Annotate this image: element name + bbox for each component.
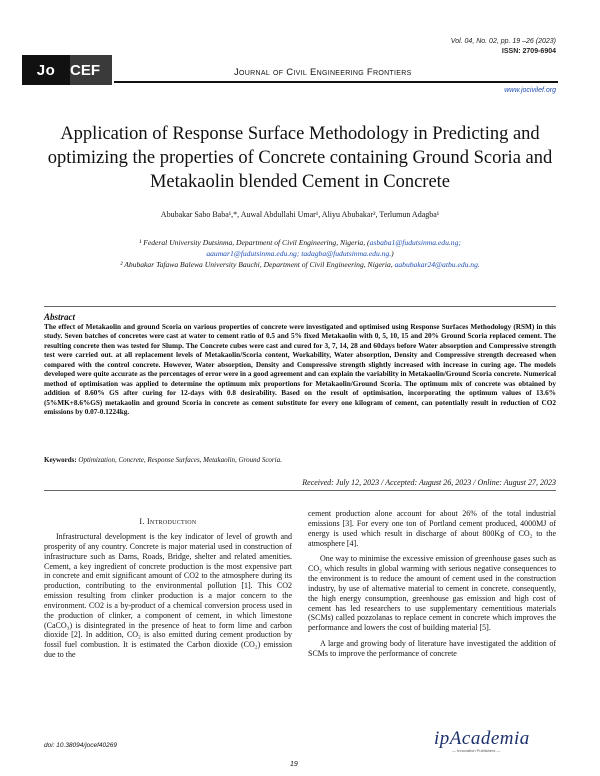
- issn: ISSN: 2709-6904: [501, 48, 556, 55]
- section-heading-introduction: I. Introduction: [139, 517, 197, 526]
- author-list: Abubakar Sabo Baba¹,*, Auwal Abdullahi Umar¹, Aliyu Abubakar², Terlumun Adagba¹: [160, 210, 440, 219]
- page-number: 19: [290, 761, 298, 768]
- abstract-end-divider: [44, 490, 556, 491]
- header-divider: [114, 81, 558, 83]
- affiliation-1-close: ): [391, 248, 394, 258]
- paper-title: Application of Response Surface Methodology in Predicting and optimizing the properties of Concrete containing Ground Scoria and Metakaolin blended Cement in Concrete: [47, 124, 553, 192]
- paragraph: Infrastructural development is the key indicator of level of growth and prosperity of any country. Concrete is major material used in construction of infrastructure such as Dams, Roads, Bridge, shelter and related amenities. Cement, a key ingredient of concrete production is the most expensive part in concrete and emit significant amount of CO2 to the atmosphere during its production, contributing to the environmental pollution [1]. This CO2 emission resulting from clinker production is a major concern to the environment. CO2 is a by-product of a chemical conversion process used in the production of clinker, a component of cement, in which limestone (CaCO₃) is disintegrated in the presence of heat to form lime and carbon dioxide [2]. In addition, CO₂ is also emitted during cement production by fossil fuel combustion. It is estimated the Carbon dioxide (CO₂) emission due to the: [44, 532, 292, 660]
- volume-info: Vol. 04, No. 02, pp. 19 –26 (2023): [450, 38, 556, 45]
- publisher-tagline: — Innovation Publishers —: [452, 748, 501, 753]
- abstract-body: The effect of Metakaolin and ground Scoria on various properties of concrete were investigated and optimised using Response Surfaces Methodology (RSM) in this study. Seven batches of concretes were cast at water to cement ratio of 0.5 and 5% fixed Metakaolin with 0, 5, 10, 15 and 20% Ground Scoria replaced cement. The resulting concrete then was tested for Slump. The Concrete cubes were cast and cured for 3, 7, 14, 28 and 60days before Water absorption and Compressive strength test were carried out. at all replacement levels of Metakaolin/Scoria content, Workability, Water absorption, Density and Compressive strength decreased when compared with the control concrete. However, Water absorption, Density and Compressive strength slightly increased with increase in curing age. The models developed were quite accurate as the percentages of error were in a good agreement and can explain the variability in Metakaolin/Ground Scoria concrete. Numerical method of optimisation was applied to determine the optimum mix proportions for Metakaolin/Ground Scoria. The optimum mix of concrete was obtained by addition of 8.60% GS after curing for 12-days with 0.8 desirability. Based on the result of optimisation, incorporating the optimum values of 13.6% (5%MK+8.6%GS) metakaolin and ground Scoria in concrete as cement substitute for every one kilogram of cement, can potentially result in reduction of CO2 emissions by 0.07-0.1224kg.: [44, 323, 556, 417]
- keywords: [44, 456, 556, 464]
- email-link[interactable]: aaumar1@fudutsinma.edu.ng; tadagba@fudutsinma.edu.ng.: [206, 248, 392, 258]
- journal-name: Journal of Civil Engineering Frontiers: [234, 67, 412, 78]
- affiliation-1-text: ¹ Federal University Dutsinma, Department of Civil Engineering, Nigeria, (: [139, 238, 370, 247]
- keywords-value: Optimization, Concrete, Response Surfaces, Metakaolin, Ground Scoria.: [78, 456, 282, 464]
- abstract-heading: Abstract: [44, 312, 76, 322]
- logo-text-right: CEF: [70, 61, 100, 79]
- paragraph: A large and growing body of literature have investigated the addition of SCMs to improve the performance of concrete: [308, 639, 556, 658]
- keywords-label: Keywords:: [44, 456, 77, 464]
- journal-info: [451, 37, 556, 57]
- right-column: [308, 509, 556, 665]
- doi-link[interactable]: doi: 10.38094/jocef40269: [44, 742, 118, 749]
- abstract-divider: [44, 306, 556, 307]
- affiliation-2-text: ² Abubakar Tafawa Balewa University Bauchi, Department of Civil Engineering, Nigeria,: [120, 260, 395, 269]
- publisher-logo: ipAcademia: [434, 728, 530, 749]
- paragraph: cement production alone account for about 26% of the total industrial emissions [3]. For every one ton of Portland cement produced, 4000MJ of energy is used which result in discharge of about 800Kg of CO₂ to the atmosphere [4].: [308, 509, 556, 548]
- email-link[interactable]: aabubakar24@atbu.edu.ng.: [394, 260, 480, 269]
- paragraph: One way to minimise the excessive emission of greenhouse gases such as CO₂ which results in global warming with serious negative consequences to the environment is to reduce the amount of cement used in the construction industry, by use of alternative material to cement in concrete. consequently, the high energy consumption, greenhouse gas emission and high cost of cement has led researchers to use supplementary cementitious materials (SCMs) called pozzolanas to replace cement in concrete which improves the performance and lowers the cost of building material [5].: [308, 554, 556, 633]
- email-link[interactable]: asbaba1@fudutsinma.edu.ng;: [369, 238, 461, 247]
- logo-text-left: Jo: [36, 61, 56, 79]
- received-dates: Received: July 12, 2023 / Accepted: August 26, 2023 / Online: August 27, 2023: [302, 478, 556, 487]
- affiliation-1: [70, 238, 530, 259]
- journal-logo-right: [70, 55, 112, 85]
- affiliation-2: [70, 260, 530, 271]
- left-column: [44, 532, 292, 666]
- journal-logo: [22, 55, 70, 85]
- journal-website-link[interactable]: www.jocivilef.org: [504, 87, 556, 94]
